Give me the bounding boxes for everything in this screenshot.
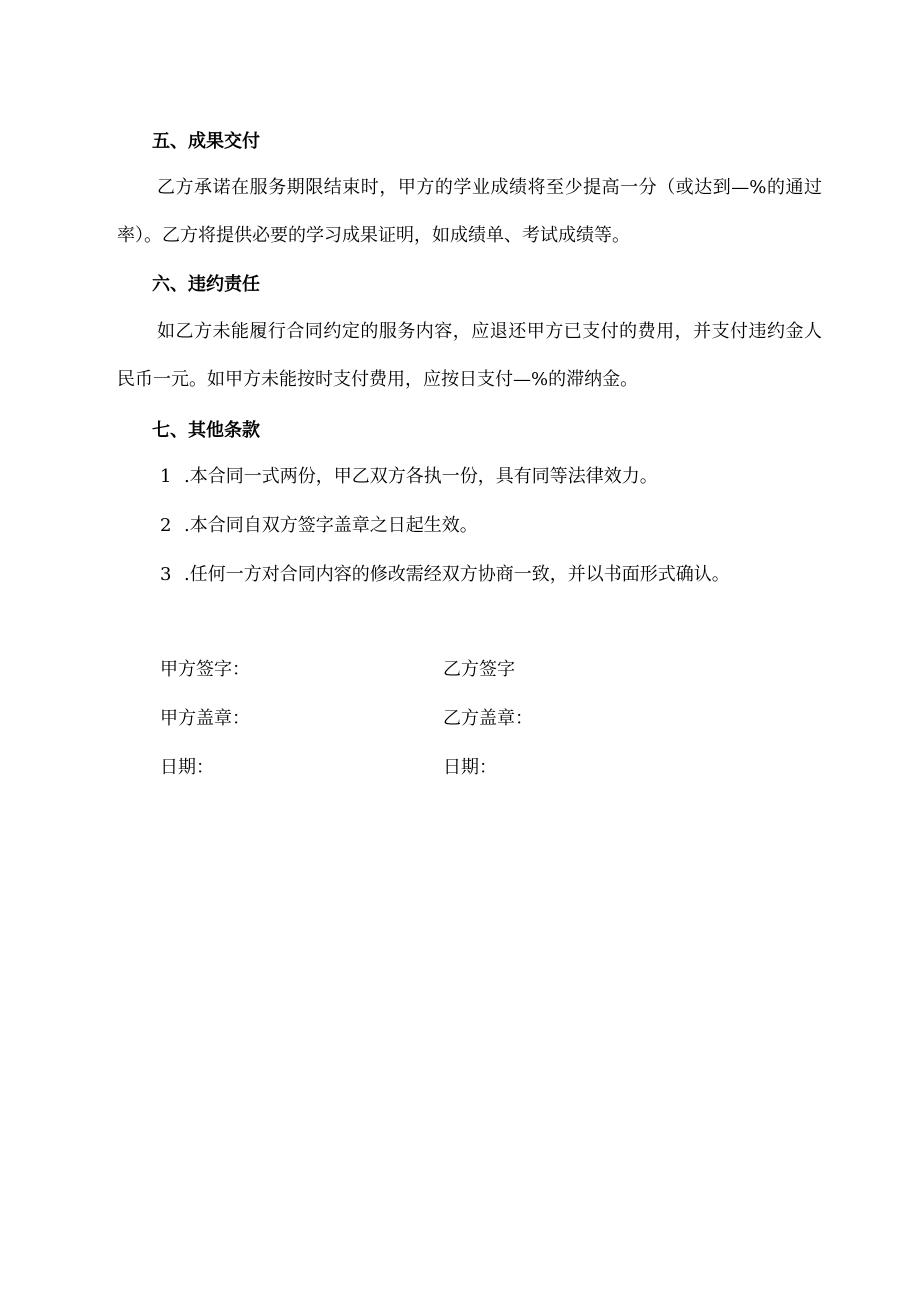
party-a-seal-label: 甲方盖章：	[160, 708, 250, 729]
party-b-signature-label: 乙方签字	[443, 659, 515, 680]
section-body-breach: 如乙方未能履行合同约定的服务内容，应退还甲方已支付的费用，并支付违约金人民币一元。如甲方未能按时支付费用，应按日支付—%的滞纳金。	[117, 321, 822, 390]
list-item	[160, 465, 658, 489]
list-item	[160, 563, 730, 587]
list-item-text: .本合同自双方签字盖章之日起生效。	[184, 515, 478, 536]
list-item-text: .任何一方对合同内容的修改需经双方协商一致，并以书面形式确认。	[184, 564, 730, 585]
list-item-text: .本合同一式两份，甲乙双方各执一份，具有同等法律效力。	[184, 466, 658, 487]
party-b-seal-label: 乙方盖章：	[443, 708, 533, 729]
party-a-signature-label: 甲方签字：	[160, 659, 250, 680]
section-body-delivery: 乙方承诺在服务期限结束时，甲方的学业成绩将至少提高一分（或达到—%的通过率）。乙方将提供必要的学习成果证明，如成绩单、考试成绩等。	[117, 177, 822, 246]
list-item-number: 3	[160, 564, 172, 585]
section-heading-delivery: 五、成果交付	[152, 131, 260, 152]
section-heading-other-terms: 七、其他条款	[152, 420, 260, 441]
list-item	[160, 514, 478, 538]
party-b-date-label: 日期：	[443, 757, 497, 778]
section-heading-breach: 六、违约责任	[152, 274, 260, 295]
party-a-date-label: 日期：	[160, 757, 214, 778]
list-item-number: 1	[160, 466, 172, 487]
list-item-number: 2	[160, 515, 172, 536]
